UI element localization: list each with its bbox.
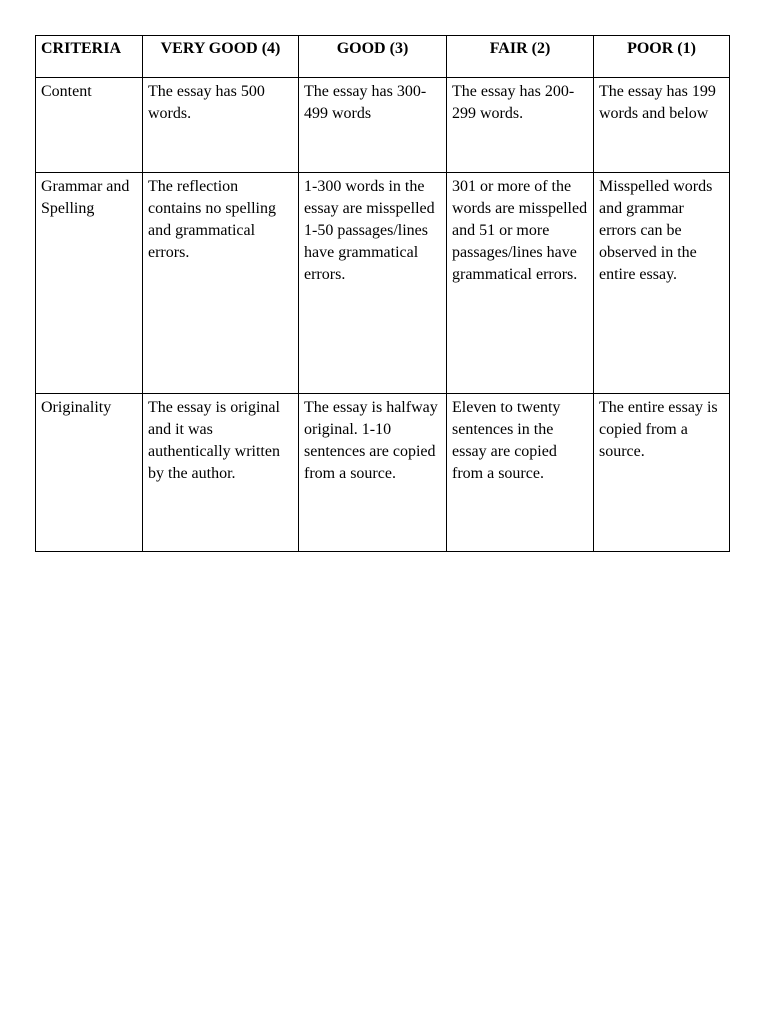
cell-good: The essay has 300-499 words: [299, 78, 447, 173]
cell-very-good: The essay is original and it was authentically written by the author.: [143, 394, 299, 552]
header-fair: FAIR (2): [447, 36, 594, 78]
cell-poor: The essay has 199 words and below: [594, 78, 730, 173]
table-row-content: [36, 78, 730, 173]
header-very-good: VERY GOOD (4): [143, 36, 299, 78]
cell-fair: The essay has 200-299 words.: [447, 78, 594, 173]
header-poor: POOR (1): [594, 36, 730, 78]
criterion-label: Originality: [36, 394, 143, 552]
rubric-table: [35, 35, 730, 552]
header-row: [36, 36, 730, 78]
cell-very-good: The essay has 500 words.: [143, 78, 299, 173]
cell-very-good: The reflection contains no spelling and grammatical errors.: [143, 173, 299, 394]
cell-poor: The entire essay is copied from a source.: [594, 394, 730, 552]
table-row-grammar-and-spelling: [36, 173, 730, 394]
table-row-originality: [36, 394, 730, 552]
criterion-label: Content: [36, 78, 143, 173]
header-good: GOOD (3): [299, 36, 447, 78]
cell-fair: Eleven to twenty sentences in the essay are copied from a source.: [447, 394, 594, 552]
cell-good: 1-300 words in the essay are misspelled 1-50 passages/lines have grammatical errors.: [299, 173, 447, 394]
cell-fair: 301 or more of the words are misspelled and 51 or more passages/lines have grammatical errors.: [447, 173, 594, 394]
cell-good: The essay is halfway original. 1-10 sentences are copied from a source.: [299, 394, 447, 552]
criterion-label: Grammar and Spelling: [36, 173, 143, 394]
cell-poor: Misspelled words and grammar errors can be observed in the entire essay.: [594, 173, 730, 394]
header-criteria: CRITERIA: [36, 36, 143, 78]
